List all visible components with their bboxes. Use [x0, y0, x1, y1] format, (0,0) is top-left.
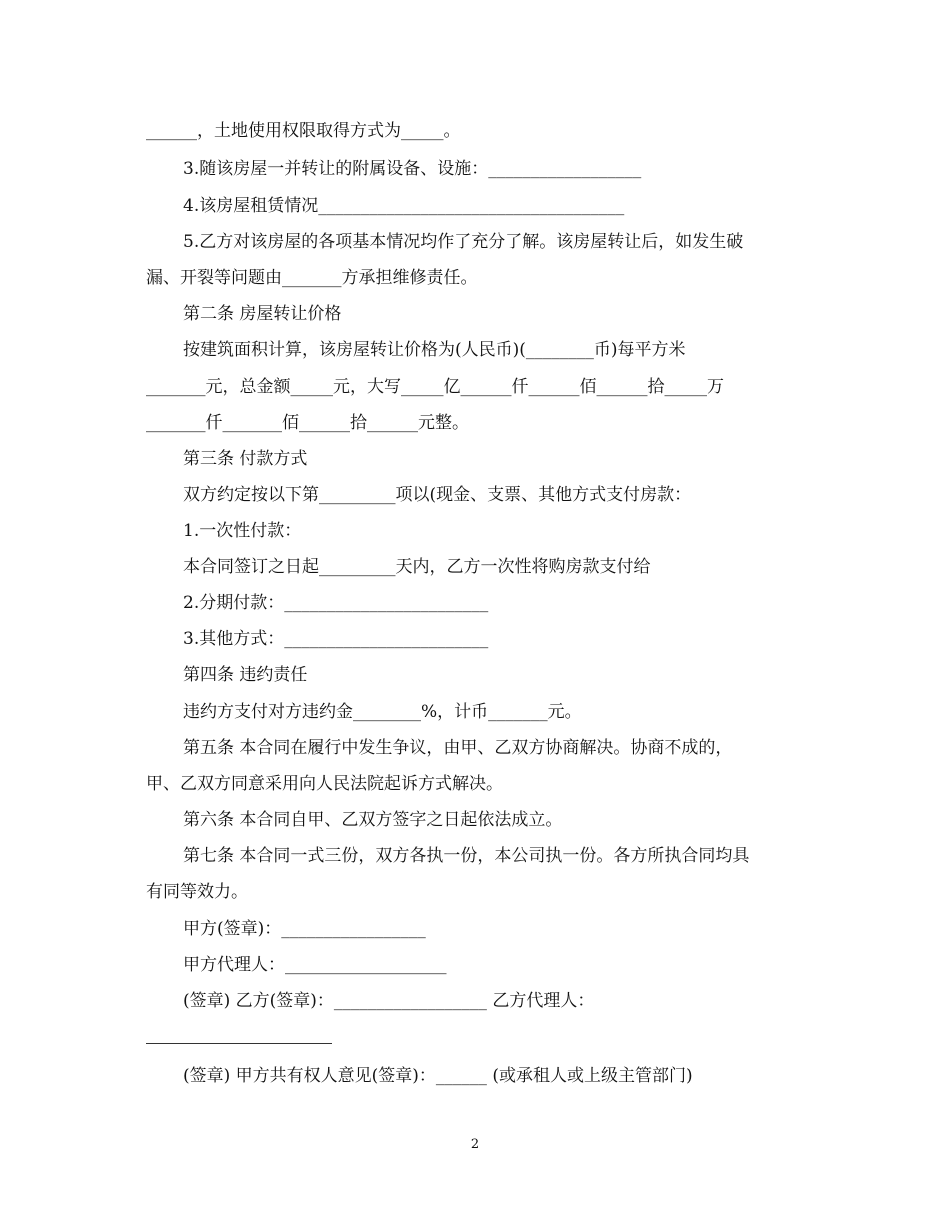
text-line: 5.乙方对该房屋的各项基本情况均作了充分了解。该房屋转让后，如发生破	[183, 232, 744, 252]
text-line: 1.一次性付款：	[183, 521, 302, 541]
text-line: 第六条 本合同自甲、乙双方签字之日起依法成立。	[183, 810, 563, 830]
signature-line: 甲方代理人：___________________	[183, 955, 447, 975]
text-line: 本合同签订之日起_________天内，乙方一次性将购房款支付给	[183, 557, 651, 577]
signature-line: (签章) 甲方共有权人意见(签章)：______ (或承租人或上级主管部门)	[183, 1066, 693, 1086]
text-line: 有同等效力。	[146, 882, 248, 902]
text-line: 双方约定按以下第_________项以(现金、支票、其他方式支付房款：	[183, 485, 692, 505]
text-line: _______元，总金额_____元，大写_____亿______仟______佰______拾_____万	[146, 377, 724, 397]
text-line: 4.该房屋租赁情况____________________________________	[183, 196, 625, 216]
text-line: 第五条 本合同在履行中发生争议，由甲、乙双方协商解决。协商不成的，	[183, 738, 733, 758]
signature-line: (签章) 乙方(签章)：__________________ 乙方代理人：	[183, 991, 595, 1011]
section-heading: 第二条 房屋转让价格	[183, 304, 342, 324]
section-heading: 第四条 违约责任	[183, 665, 308, 685]
text-line: 按建筑面积计算，该房屋转让价格为(人民币)(________币)每平方米	[183, 340, 686, 360]
text-line: 3.其他方式：________________________	[183, 629, 489, 649]
signature-underline	[146, 1043, 332, 1044]
text-line: 第七条 本合同一式三份，双方各执一份，本公司执一份。各方所执合同均具	[183, 846, 750, 866]
section-heading: 第三条 付款方式	[183, 449, 308, 469]
text-line: _______仟_______佰______拾______元整。	[146, 413, 469, 433]
text-line: 2.分期付款：________________________	[183, 593, 489, 613]
signature-line: 甲方(签章)：_________________	[183, 919, 426, 939]
text-line: 甲、乙双方同意采用向人民法院起诉方式解决。	[146, 774, 503, 794]
text-line: 漏、开裂等问题由_______方承担维修责任。	[146, 268, 478, 288]
text-line: 3.随该房屋一并转让的附属设备、设施：__________________	[183, 159, 642, 179]
page-number: 2	[470, 1137, 480, 1152]
text-line: 违约方支付对方违约金________%，计币_______元。	[183, 702, 582, 722]
text-line: ______，土地使用权限取得方式为_____。	[146, 121, 461, 141]
